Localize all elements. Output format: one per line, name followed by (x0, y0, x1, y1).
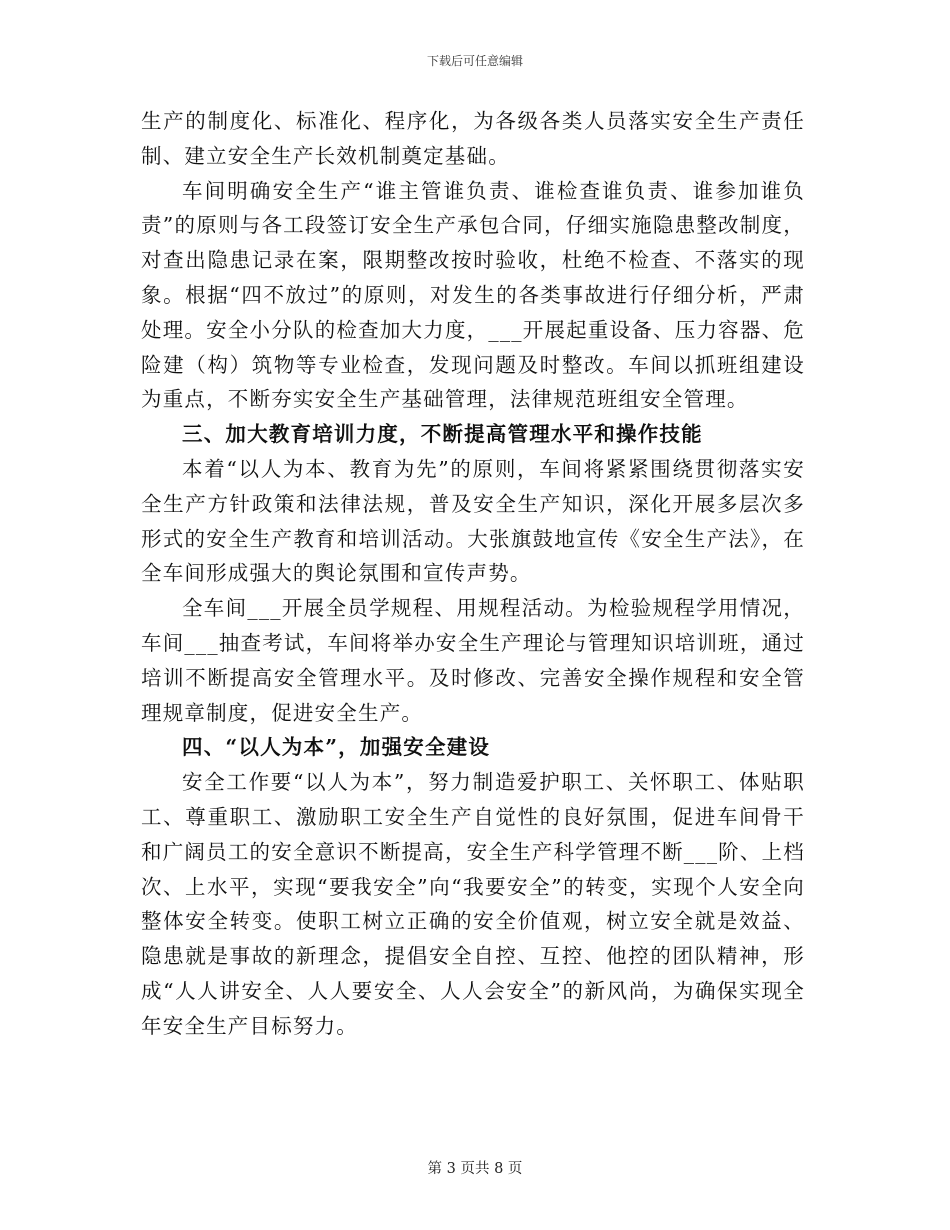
paragraph-people-first: 安全工作要“以人为本”，努力制造爱护职工、关怀职工、体贴职工、尊重职工、激励职工安全生产自觉性的良好氛围，促进车间骨干和广阔员工的安全意识不断提高，安全生产科学管理不断___阶、上档次、上水平，实现“要我安全”向“我要安全”的转变，实现个人安全向整体安全转变。使职工树立正确的安全价值观，树立安全就是效益、隐患就是事故的新理念，提倡安全自控、互控、他控的团队精神，形成“人人讲安全、人人要安全、人人会安全”的新风尚，为确保实现全年安全生产目标努力。 (141, 770, 805, 1038)
paragraph-continuation: 生产的制度化、标准化、程序化，为各级各类人员落实安全生产责任制、建立安全生产长效机制奠定基础。 (141, 109, 805, 168)
section-heading-3: 三、加大教育培训力度，不断提高管理水平和操作技能 (182, 422, 703, 447)
paragraph-responsibility: 车间明确安全生产“谁主管谁负责、谁检查谁负责、谁参加谁负责”的原则与各工段签订安全生产承包合同，仔细实施隐患整改制度，对查出隐患记录在案，限期整改按时验收，杜绝不检查、不落实的现象。根据“四不放过”的原则，对发生的各类事故进行仔细分析，严肃处理。安全小分队的检查加大力度，___开展起重设备、压力容器、危险建（构）筑物等专业检查，发现问题及时整改。车间以抓班组建设为重点，不断夯实安全生产基础管理，法律规范班组安全管理。 (141, 178, 805, 412)
paragraph-education: 本着“以人为本、教育为先”的原则，车间将紧紧围绕贯彻落实安全生产方针政策和法律法规，普及安全生产知识，深化开展多层次多形式的安全生产教育和培训活动。大张旗鼓地宣传《安全生产法》，在全车间形成强大的舆论氛围和宣传声势。 (141, 456, 805, 586)
page-number: 第 3 页共 8 页 (427, 1161, 523, 1177)
page-header-note: 下载后可任意编辑 (426, 54, 523, 68)
section-heading-4: 四、“以人为本”，加强安全建设 (182, 735, 491, 760)
paragraph-training: 全车间___开展全员学规程、用规程活动。为检验规程学用情况，车间___抽查考试，车间将举办安全生产理论与管理知识培训班，通过培训不断提高安全管理水平。及时修改、完善安全操作规程和安全管理规章制度，促进安全生产。 (141, 596, 805, 725)
document-body (141, 104, 805, 1044)
